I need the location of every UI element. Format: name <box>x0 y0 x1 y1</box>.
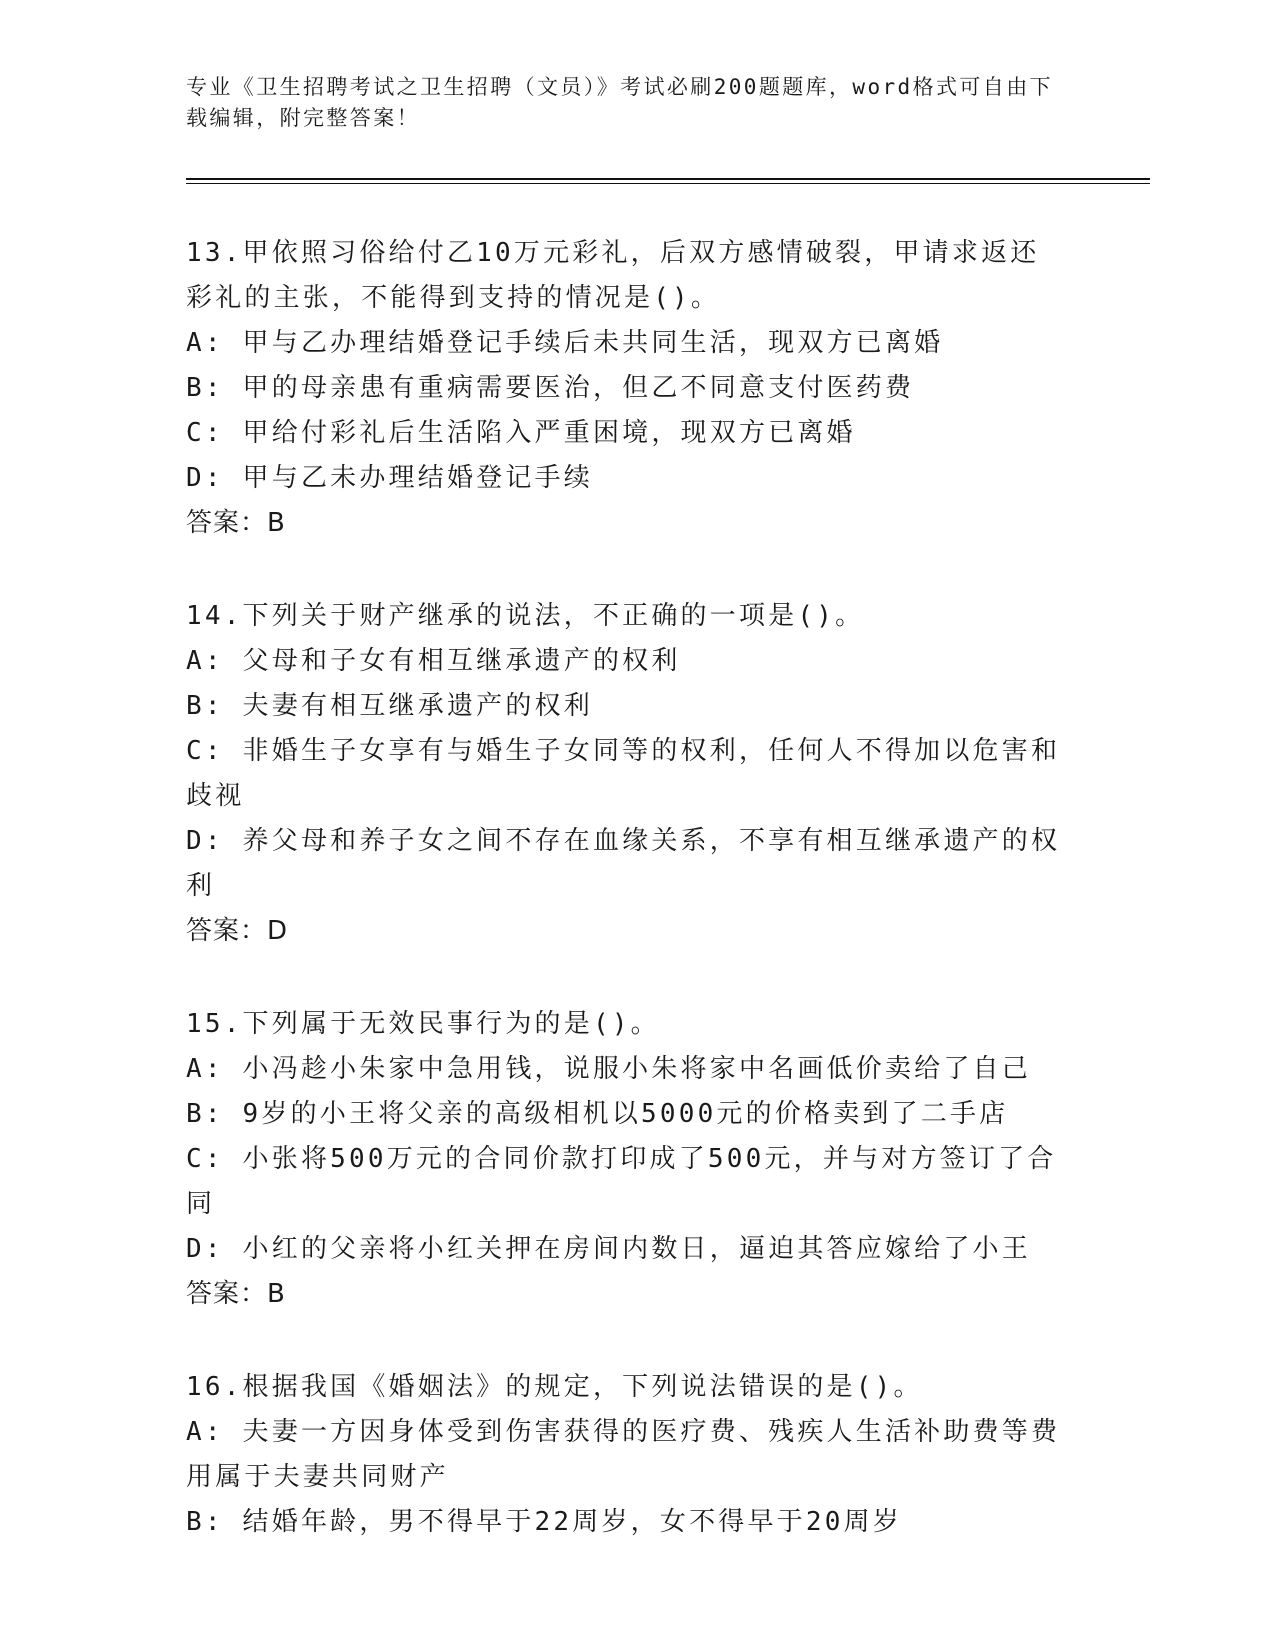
question-spacer <box>186 546 1066 594</box>
option-a: A: 小冯趁小朱家中急用钱，说服小朱将家中名画低价卖给了自己 <box>186 1054 1031 1084</box>
option-c: C: 非婚生子女享有与婚生子女同等的权利，任何人不得加以危害和歧视 <box>186 736 1061 811</box>
question-list <box>186 231 1066 1545</box>
question-spacer <box>186 954 1066 1002</box>
header-divider-thick <box>186 178 1150 180</box>
option-a: A: 夫妻一方因身体受到伤害获得的医疗费、残疾人生活补助费等费用属于夫妻共同财产 <box>186 1417 1061 1492</box>
option-c: C: 甲给付彩礼后生活陷入严重困境，现双方已离婚 <box>186 418 856 448</box>
option-b: B: 夫妻有相互继承遗产的权利 <box>186 691 593 721</box>
question-stem: 16.根据我国《婚姻法》的规定，下列说法错误的是()。 <box>186 1372 923 1402</box>
option-d: D: 甲与乙未办理结婚登记手续 <box>186 463 593 493</box>
question-stem: 13.甲依照习俗给付乙10万元彩礼，后双方感情破裂，甲请求返还彩礼的主张，不能得到支持的情况是()。 <box>186 238 1040 313</box>
option-b: B: 结婚年龄，男不得早于22周岁，女不得早于20周岁 <box>186 1507 902 1537</box>
option-a: A: 父母和子女有相互继承遗产的权利 <box>186 646 681 676</box>
question-spacer <box>186 1317 1066 1365</box>
question-stem: 14.下列关于财产继承的说法，不正确的一项是()。 <box>186 601 865 631</box>
question-13 <box>186 231 1066 546</box>
question-15 <box>186 1002 1066 1317</box>
option-a: A: 甲与乙办理结婚登记手续后未共同生活，现双方已离婚 <box>186 328 944 358</box>
answer-label: 答案：B <box>186 1279 286 1309</box>
option-d: D: 养父母和养子女之间不存在血缘关系，不享有相互继承遗产的权利 <box>186 826 1061 901</box>
question-14 <box>186 594 1066 954</box>
answer-label: 答案：B <box>186 508 286 538</box>
option-b: B: 9岁的小王将父亲的高级相机以5000元的价格卖到了二手店 <box>186 1099 1009 1129</box>
answer-label: 答案：D <box>186 916 289 946</box>
question-stem: 15.下列属于无效民事行为的是()。 <box>186 1009 660 1039</box>
option-d: D: 小红的父亲将小红关押在房间内数日，逼迫其答应嫁给了小王 <box>186 1234 1031 1264</box>
option-c: C: 小张将500万元的合同价款打印成了500元，并与对方签订了合同 <box>186 1144 1057 1219</box>
header-divider-thin <box>186 183 1150 184</box>
question-16 <box>186 1365 1066 1545</box>
document-header: 专业《卫生招聘考试之卫生招聘（文员）》考试必刷200题题库，word格式可自由下载编辑，附完整答案！ <box>186 75 1053 130</box>
option-b: B: 甲的母亲患有重病需要医治，但乙不同意支付医药费 <box>186 373 915 403</box>
